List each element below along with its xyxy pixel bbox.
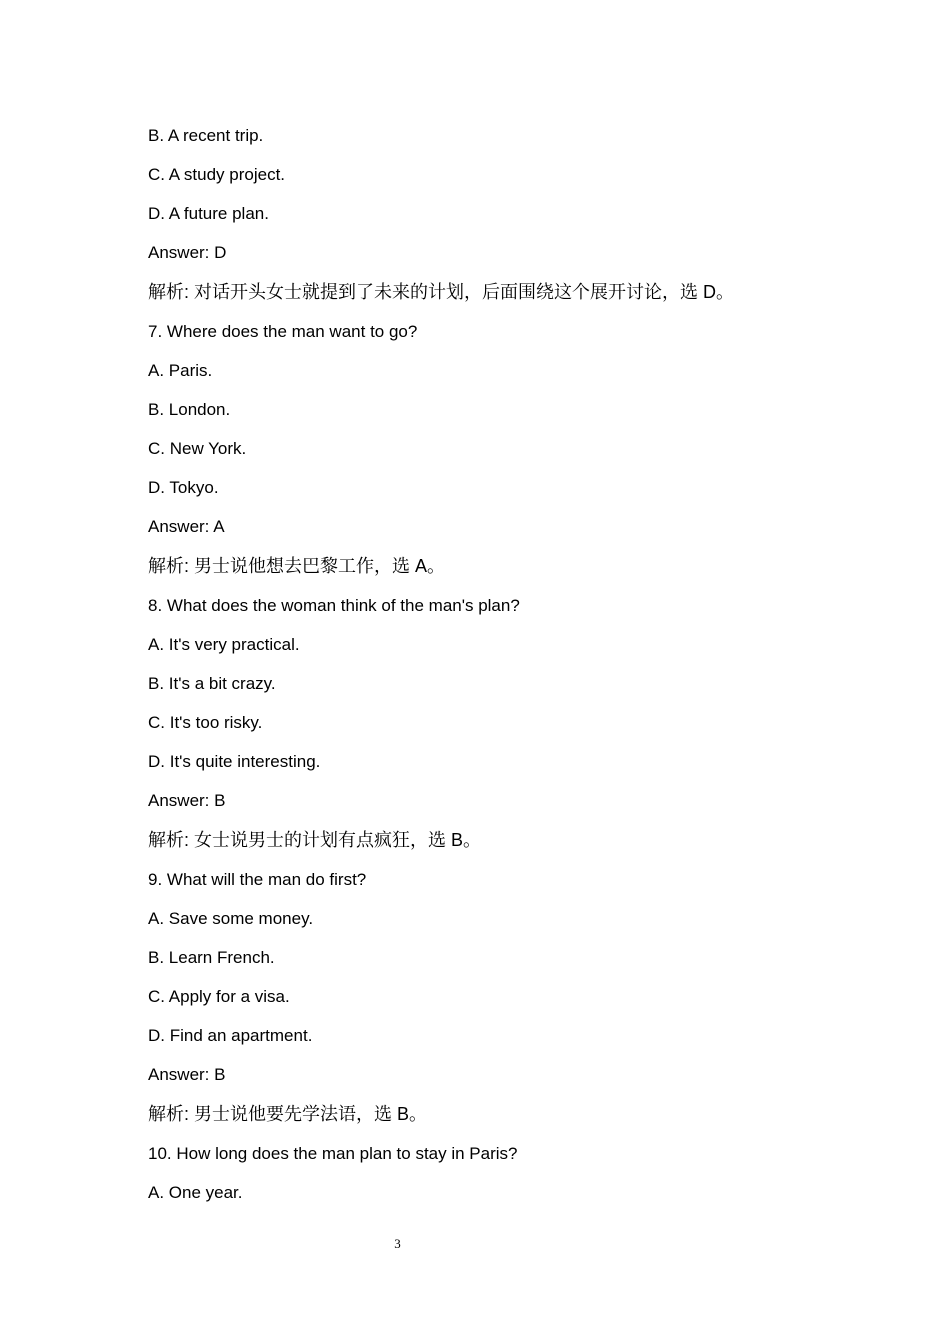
option-line: B. Learn French. <box>148 948 275 967</box>
question-line: 9. What will the man do first? <box>148 870 367 889</box>
page-number: 3 <box>394 1236 401 1251</box>
option-line: A. Paris. <box>148 361 213 380</box>
option-line: A. It's very practical. <box>148 635 300 654</box>
option-line: D. Tokyo. <box>148 478 219 497</box>
answer-line: Answer: D <box>148 243 227 262</box>
answer-line: Answer: B <box>148 791 226 810</box>
option-line: C. A study project. <box>148 165 286 184</box>
option-line: C. New York. <box>148 439 247 458</box>
option-line: B. A recent trip. <box>148 126 264 145</box>
option-line: A. One year. <box>148 1183 243 1202</box>
document-body <box>148 124 848 1220</box>
option-line: B. London. <box>148 400 231 419</box>
question-line: 8. What does the woman think of the man's plan? <box>148 596 520 615</box>
option-line: A. Save some money. <box>148 909 314 928</box>
answer-line: Answer: A <box>148 517 225 536</box>
option-line: D. A future plan. <box>148 204 269 223</box>
explanation-line: 解析: 男士说他要先学法语，选 B。 <box>148 1104 428 1124</box>
question-line: 7. Where does the man want to go? <box>148 322 418 341</box>
option-line: D. Find an apartment. <box>148 1026 313 1045</box>
explanation-line: 解析: 对话开头女士就提到了未来的计划，后面围绕这个展开讨论，选 D。 <box>148 282 734 302</box>
explanation-line: 解析: 女士说男士的计划有点疯狂，选 B。 <box>148 830 482 850</box>
option-line: C. It's too risky. <box>148 713 263 732</box>
explanation-line: 解析: 男士说他想去巴黎工作，选 A。 <box>148 556 446 576</box>
option-line: D. It's quite interesting. <box>148 752 321 771</box>
option-line: C. Apply for a visa. <box>148 987 290 1006</box>
option-line: B. It's a bit crazy. <box>148 674 276 693</box>
question-line: 10. How long does the man plan to stay in Paris? <box>148 1144 518 1163</box>
answer-line: Answer: B <box>148 1065 226 1084</box>
